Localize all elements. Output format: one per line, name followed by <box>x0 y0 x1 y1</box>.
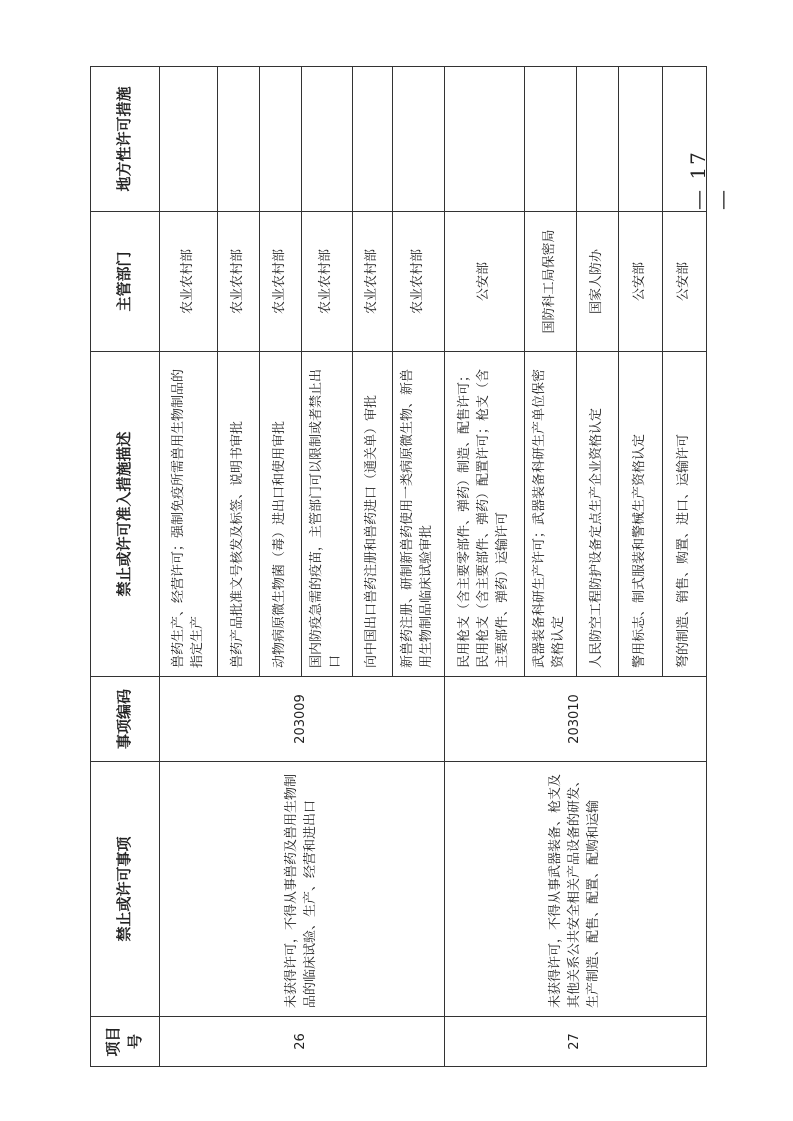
local-measure-cell <box>160 67 218 212</box>
header-project-no: 项目号 <box>91 1017 160 1067</box>
rotated-page-content <box>90 67 690 1067</box>
header-local-measures: 地方性许可措施 <box>91 67 160 212</box>
header-description: 禁止或许可准入措施描述 <box>91 352 160 677</box>
description-cell: 新兽药注册、研制新兽药使用一类病原微生物、新兽用生物制品临床试验审批 <box>392 352 444 677</box>
description-cell: 民用枪支（含主要零部件、弹药）制造、配售许可；民用枪支（含主要部件、弹药）配置许可；枪支（含主要部件、弹药）运输许可 <box>444 352 524 677</box>
description-cell: 兽药生产、经营许可；强制免疫所需兽用生物制品的指定生产 <box>160 352 218 677</box>
department-cell: 农业农村部 <box>302 212 353 352</box>
description-cell: 向中国出口兽药注册和兽药进口（通关单）审批 <box>352 352 392 677</box>
department-cell: 国防科工局保密局 <box>524 212 576 352</box>
description-cell: 兽药产品批准文号核发及标签、说明书审批 <box>218 352 260 677</box>
item-cell: 未获得许可，不得从事武器装备、枪支及其他关系公共安全相关产品设备的研发、生产制造、配售、配置、配购和运输 <box>444 762 706 1017</box>
department-cell: 农业农村部 <box>392 212 444 352</box>
department-cell: 农业农村部 <box>260 212 302 352</box>
department-cell: 公安部 <box>444 212 524 352</box>
table-header-row <box>91 67 160 1067</box>
local-measure-cell <box>444 67 524 212</box>
local-measure-cell <box>576 67 618 212</box>
department-cell: 农业农村部 <box>218 212 260 352</box>
local-measure-cell <box>392 67 444 212</box>
department-cell: 公安部 <box>662 212 706 352</box>
description-cell: 武器装备科研生产许可；武器装备科研生产单位保密资格认定 <box>524 352 576 677</box>
local-measure-cell <box>302 67 353 212</box>
item-cell: 未获得许可，不得从事兽药及兽用生物制品的临床试验、生产、经营和进出口 <box>160 762 445 1017</box>
permit-table <box>90 66 707 1067</box>
description-cell: 警用标志、制式服装和警械生产资格认定 <box>618 352 662 677</box>
header-item: 禁止或许可事项 <box>91 762 160 1017</box>
code-cell: 203009 <box>160 677 445 762</box>
department-cell: 国家人防办 <box>576 212 618 352</box>
description-cell: 人民防空工程防护设备定点生产企业资格认定 <box>576 352 618 677</box>
table-row <box>160 67 218 1067</box>
header-department: 主管部门 <box>91 212 160 352</box>
project-no-cell: 27 <box>444 1017 706 1067</box>
description-cell: 国内防疫急需的疫苗，主管部门可以限制或者禁止出口 <box>302 352 353 677</box>
department-cell: 农业农村部 <box>352 212 392 352</box>
project-no-cell: 26 <box>160 1017 445 1067</box>
department-cell: 农业农村部 <box>160 212 218 352</box>
local-measure-cell <box>352 67 392 212</box>
description-cell: 动物病原微生物菌（毒）进出口和使用审批 <box>260 352 302 677</box>
table-row <box>444 67 524 1067</box>
local-measure-cell <box>524 67 576 212</box>
header-code: 事项编码 <box>91 677 160 762</box>
page-number: — 17 — <box>686 150 734 210</box>
description-cell: 弩的制造、销售、购置、进口、运输许可 <box>662 352 706 677</box>
code-cell: 203010 <box>444 677 706 762</box>
local-measure-cell <box>260 67 302 212</box>
department-cell: 公安部 <box>618 212 662 352</box>
local-measure-cell <box>218 67 260 212</box>
